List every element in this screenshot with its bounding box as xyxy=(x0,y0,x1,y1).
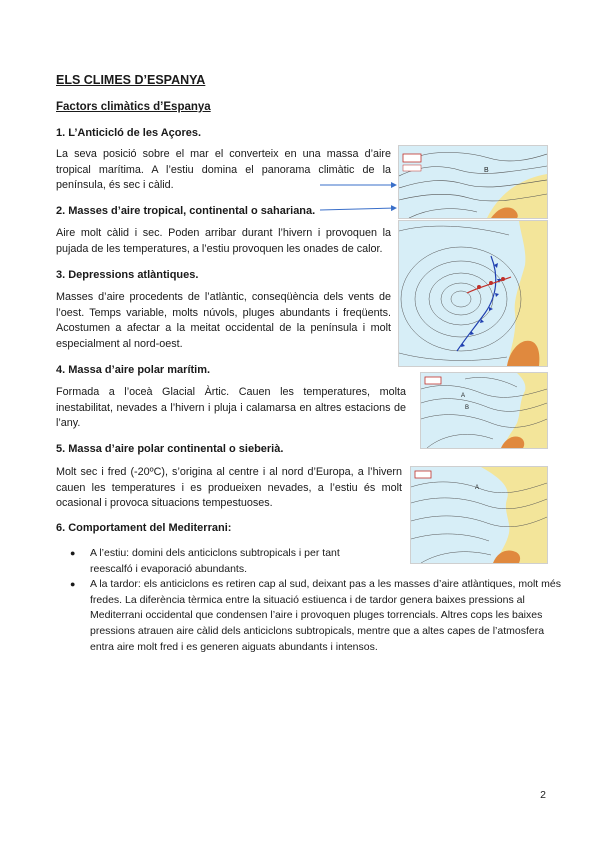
bullet-summer: A l’estiu: domini dels anticiclons subtropicals i per tant reescalfó i evaporació abundants. xyxy=(90,547,340,575)
heading-atlantic: 3. Depressions atlàntiques. xyxy=(56,269,199,281)
text-atlantic: Masses d’aire procedents de l’atlàntic, conseqüència dels vents de l’oest. Temps variable, molts núvols, pluges abundants i freqüents. Acostumen a afectar a la meitat occidental de la península i molt especialment al nord-oest. xyxy=(56,291,391,350)
text-polar-maritime: Formada a l’oceà Glacial Àrtic. Cauen les temperatures, molta inestabilitat, nevades a l’hivern i pluja i calamarsa en altres estacions de l’any. xyxy=(56,386,406,429)
text-tropical: Aire molt càlid i sec. Poden arribar durant l’hivern i provoquen la pujada de les temperatures, a l’estiu provoquen les onades de calor. xyxy=(56,227,391,255)
map1-pressure-label: B xyxy=(484,167,489,174)
arrow-to-map2 xyxy=(320,208,396,210)
map4-label-a: A xyxy=(475,485,480,491)
map-polar-maritime xyxy=(420,372,548,449)
text-polar-continental: Molt sec i fred (-20ºC), s’origina al centre i al nord d’Europa, a l’hivern cauen les temperatures i es produeixen nevades, a l’estiu és molt ocasional i provoca situacions tempestuoses. xyxy=(56,466,402,509)
map-atlantic-depressions xyxy=(398,220,548,367)
map-polar-continental xyxy=(410,466,548,564)
map3-label-a: A xyxy=(461,393,466,399)
text-azores: La seva posició sobre el mar el converteix en una massa d’aire tropical marítima. A l’estiu domina el panorama climàtic de la península, és sec i càlid. xyxy=(56,148,391,191)
heading-mediterranean: 6. Comportament del Mediterrani: xyxy=(56,522,232,534)
heading-azores: 1. L’Anticicló de les Açores. xyxy=(56,127,202,139)
map-azores-anticyclone xyxy=(398,145,548,219)
heading-polar-continental: 5. Massa d’aire polar continental o sieberià. xyxy=(56,443,284,455)
map3-label-b: B xyxy=(465,405,470,411)
list-item xyxy=(70,546,375,577)
heading-tropical: 2. Masses d’aire tropical, continental o sahariana. xyxy=(56,205,316,217)
bullet-autumn: A la tardor: els anticiclons es retiren cap al sud, deixant pas a les masses d’aire atlàntiques, molt més fredes. La diferència tèrmica entre la situació estiuenca i de tardor genera baixes pressions al Mediterrani occidental que condensen l’aire i provoquen pluges torrencials. Altres cops les baixes pressions atrauen aire càlid dels anticiclons subtropicals, mentre que a altes capes de l’atmosfera entra aire molt fred i es generen aiguats abundants i intensos. xyxy=(90,578,561,653)
section-subtitle: Factors climàtics d’Espanya xyxy=(56,101,211,113)
page-number: 2 xyxy=(540,789,546,801)
arrow-annotations xyxy=(318,178,398,218)
page-title: ELS CLIMES D’ESPANYA xyxy=(56,73,206,87)
list-item xyxy=(70,577,570,655)
heading-polar-maritime: 4. Massa d’aire polar marítim. xyxy=(56,364,211,376)
